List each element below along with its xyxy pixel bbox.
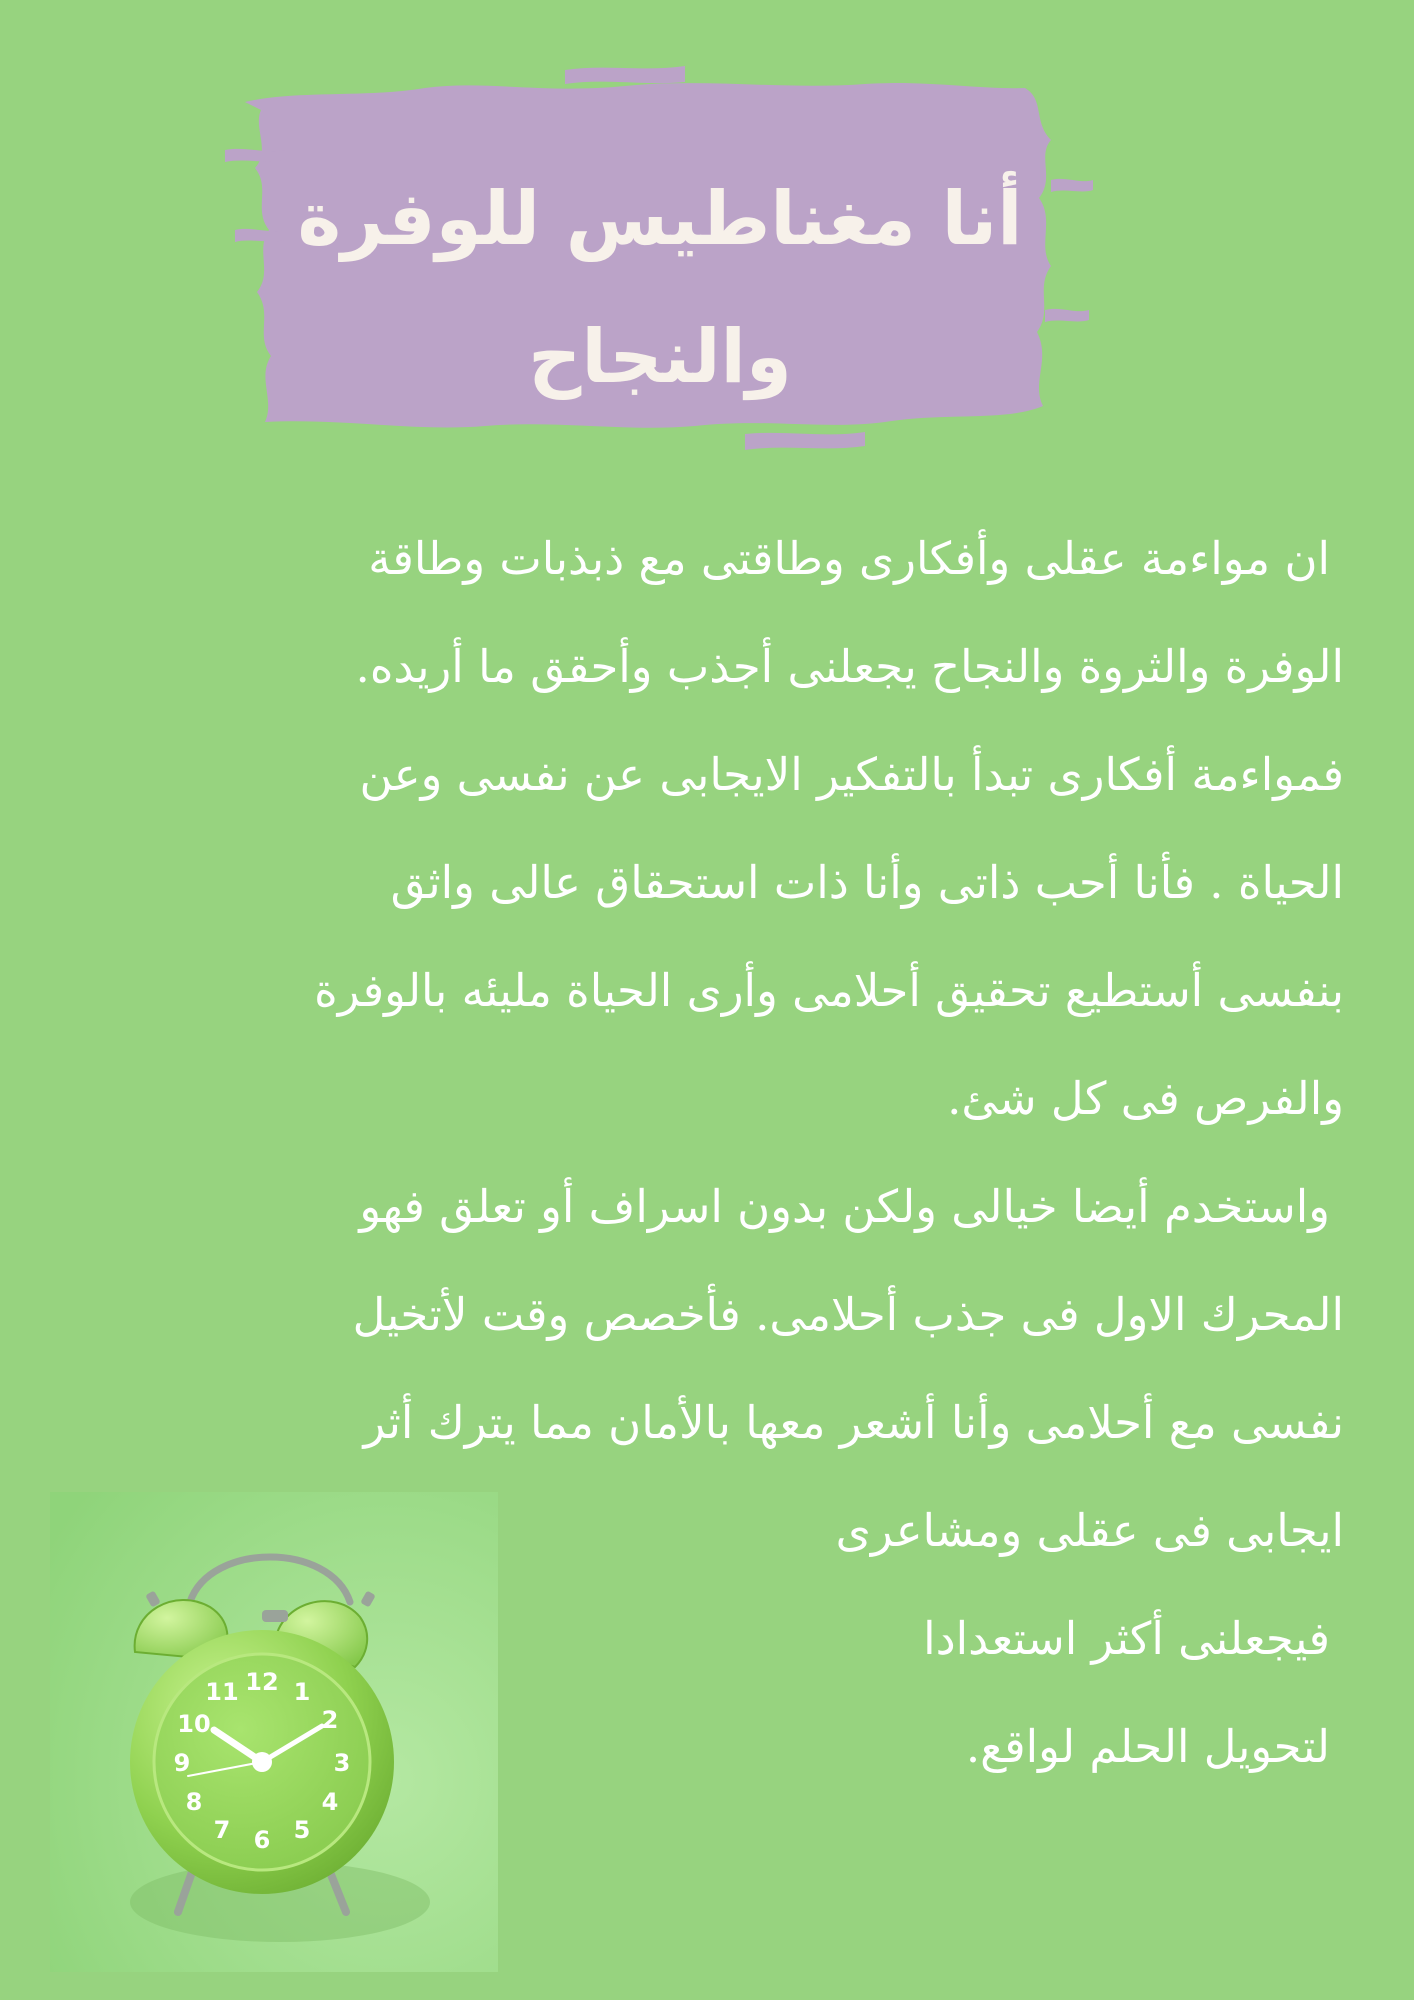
- alarm-clock-photo: [50, 1492, 498, 1972]
- clock-number-12: 12: [245, 1668, 279, 1696]
- title-line-1: أنا مغناطيس للوفرة: [297, 176, 1023, 262]
- clock-number-11: 11: [205, 1678, 239, 1706]
- body-line-9: نفسى مع أحلامى وأنا أشعر معها بالأمان مما يترك أثر: [363, 1396, 1344, 1449]
- page-title: [245, 150, 1075, 426]
- body-line-11: فيجعلنى أكثر استعدادا: [923, 1612, 1330, 1665]
- clock-number-6: 6: [253, 1826, 271, 1854]
- body-line-12: لتحويل الحلم لواقع.: [965, 1720, 1330, 1773]
- clock-number-9: 9: [173, 1749, 191, 1777]
- clock-number-10: 10: [177, 1710, 211, 1738]
- clock-number-1: 1: [293, 1678, 311, 1706]
- body-line-10: ايجابى فى عقلى ومشاعرى: [835, 1504, 1344, 1557]
- title-line-2: والنجاح: [528, 314, 792, 400]
- body-line-3: فمواءمة أفكارى تبدأ بالتفكير الايجابى عن نفسى وعن: [359, 748, 1344, 801]
- clock-number-4: 4: [321, 1788, 339, 1816]
- body-line-2: الوفرة والثروة والنجاح يجعلنى أجذب وأحقق ما أريده.: [355, 640, 1344, 693]
- clock-number-7: 7: [213, 1816, 231, 1844]
- clock-number-5: 5: [293, 1816, 311, 1844]
- body-line-6: والفرص فى كل شئ.: [947, 1072, 1344, 1125]
- clock-number-2: 2: [321, 1706, 339, 1734]
- clock-number-8: 8: [185, 1788, 203, 1816]
- body-line-8: المحرك الاول فى جذب أحلامى. فأخصص وقت لأتخيل: [352, 1288, 1344, 1341]
- body-line-7: واستخدم أيضا خيالى ولكن بدون اسراف أو تعلق فهو: [359, 1180, 1330, 1233]
- body-line-5: بنفسى أستطيع تحقيق أحلامى وأرى الحياة مليئه بالوفرة: [314, 964, 1344, 1017]
- clock-number-3: 3: [333, 1749, 351, 1777]
- body-line-4: الحياة . فأنا أحب ذاتى وأنا ذات استحقاق عالى واثق: [390, 856, 1344, 909]
- body-line-1: ان مواءمة عقلى وأفكارى وطاقتى مع ذبذبات وطاقة: [368, 532, 1330, 585]
